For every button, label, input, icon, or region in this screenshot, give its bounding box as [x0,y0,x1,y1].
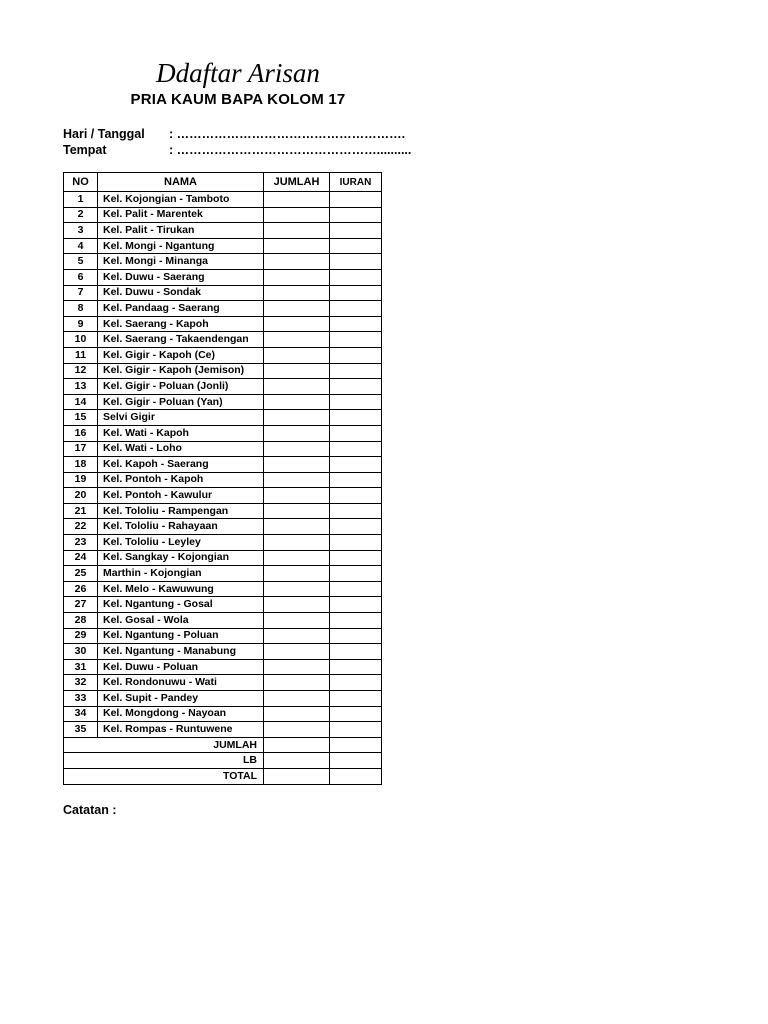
row-name: Kel. Saerang - Takaendengan [98,332,264,348]
row-number: 34 [64,706,98,722]
row-jumlah-cell[interactable] [264,379,330,395]
column-header-jumlah: JUMLAH [264,173,330,192]
row-name: Kel. Tololiu - Leyley [98,535,264,551]
row-name: Kel. Tololiu - Rampengan [98,503,264,519]
row-iuran-cell[interactable] [330,659,382,675]
notes-label: Catatan : [63,803,117,817]
row-iuran-cell[interactable] [330,332,382,348]
row-name: Kel. Rondonuwu - Wati [98,675,264,691]
row-number: 35 [64,722,98,738]
row-jumlah-cell[interactable] [264,597,330,613]
row-iuran-cell[interactable] [330,207,382,223]
row-number: 21 [64,503,98,519]
row-number: 9 [64,316,98,332]
row-number: 13 [64,379,98,395]
row-name: Kel. Mongdong - Nayoan [98,706,264,722]
table-row [64,363,382,379]
row-number: 27 [64,597,98,613]
row-jumlah-cell[interactable] [264,269,330,285]
row-name: Kel. Gosal - Wola [98,613,264,629]
summary-row-total [64,768,382,784]
row-name: Kel. Melo - Kawuwung [98,581,264,597]
row-name: Marthin - Kojongian [98,566,264,582]
place-label: Tempat [63,143,107,157]
table-row [64,519,382,535]
row-number: 11 [64,347,98,363]
row-name: Kel. Supit - Pandey [98,691,264,707]
table-row [64,301,382,317]
row-number: 6 [64,269,98,285]
row-number: 33 [64,691,98,707]
row-iuran-cell[interactable] [330,535,382,551]
row-number: 15 [64,410,98,426]
row-name: Kel. Ngantung - Gosal [98,597,264,613]
row-iuran-cell[interactable] [330,301,382,317]
date-value: : ………………………………………………. [169,127,406,141]
table-row [64,597,382,613]
row-iuran-cell[interactable] [330,644,382,660]
summary-row-jumlah [64,737,382,753]
summary-iuran-cell[interactable] [330,753,382,769]
row-name: Kel. Rompas - Runtuwene [98,722,264,738]
place-value: : ………………………………………….......... [169,143,412,157]
row-name: Kel. Gigir - Poluan (Jonli) [98,379,264,395]
arisan-table [63,172,382,785]
table-row [64,316,382,332]
column-header-iuran: IURAN [330,173,382,192]
table-row [64,628,382,644]
row-iuran-cell[interactable] [330,394,382,410]
table-row [64,566,382,582]
row-name: Kel. Pontoh - Kapoh [98,472,264,488]
row-jumlah-cell[interactable] [264,503,330,519]
row-number: 7 [64,285,98,301]
table-row [64,347,382,363]
row-iuran-cell[interactable] [330,472,382,488]
row-iuran-cell[interactable] [330,285,382,301]
row-number: 8 [64,301,98,317]
row-jumlah-cell[interactable] [264,613,330,629]
row-iuran-cell[interactable] [330,316,382,332]
row-iuran-cell[interactable] [330,363,382,379]
row-jumlah-cell[interactable] [264,535,330,551]
row-number: 30 [64,644,98,660]
row-number: 25 [64,566,98,582]
row-iuran-cell[interactable] [330,691,382,707]
row-number: 22 [64,519,98,535]
table-row [64,269,382,285]
row-jumlah-cell[interactable] [264,581,330,597]
row-name: Kel. Gigir - Kapoh (Ce) [98,347,264,363]
table-row [64,441,382,457]
row-name: Kel. Saerang - Kapoh [98,316,264,332]
row-jumlah-cell[interactable] [264,628,330,644]
row-number: 19 [64,472,98,488]
row-iuran-cell[interactable] [330,550,382,566]
table-row [64,503,382,519]
table-row [64,207,382,223]
row-jumlah-cell[interactable] [264,675,330,691]
table-row [64,488,382,504]
row-iuran-cell[interactable] [330,628,382,644]
row-number: 2 [64,207,98,223]
row-jumlah-cell[interactable] [264,519,330,535]
row-name: Kel. Wati - Loho [98,441,264,457]
row-jumlah-cell[interactable] [264,691,330,707]
table-row [64,223,382,239]
row-iuran-cell[interactable] [330,519,382,535]
row-jumlah-cell[interactable] [264,644,330,660]
table-header-row [64,173,382,192]
row-name: Kel. Palit - Tirukan [98,223,264,239]
table-row [64,613,382,629]
row-number: 26 [64,581,98,597]
row-name: Kel. Mongi - Ngantung [98,238,264,254]
row-number: 24 [64,550,98,566]
row-name: Kel. Gigir - Poluan (Yan) [98,394,264,410]
row-jumlah-cell[interactable] [264,659,330,675]
table-row [64,192,382,208]
table-row [64,550,382,566]
table-row [64,379,382,395]
row-iuran-cell[interactable] [330,441,382,457]
row-jumlah-cell[interactable] [264,472,330,488]
row-name: Kel. Gigir - Kapoh (Jemison) [98,363,264,379]
row-number: 17 [64,441,98,457]
row-number: 1 [64,192,98,208]
row-number: 20 [64,488,98,504]
table-row [64,535,382,551]
row-iuran-cell[interactable] [330,488,382,504]
row-number: 18 [64,457,98,473]
column-header-no: NO [64,173,98,192]
table-row [64,285,382,301]
row-iuran-cell[interactable] [330,269,382,285]
row-iuran-cell[interactable] [330,254,382,270]
row-name: Kel. Sangkay - Kojongian [98,550,264,566]
row-number: 31 [64,659,98,675]
table-row [64,394,382,410]
row-number: 32 [64,675,98,691]
row-number: 3 [64,223,98,239]
document-title: Ddaftar Arisan [156,58,320,88]
row-name: Kel. Duwu - Sondak [98,285,264,301]
summary-iuran-cell[interactable] [330,737,382,753]
table-row [64,691,382,707]
table-row [64,238,382,254]
row-jumlah-cell[interactable] [264,301,330,317]
table-row [64,425,382,441]
table-row [64,254,382,270]
summary-row-lb [64,753,382,769]
row-jumlah-cell[interactable] [264,394,330,410]
table-row [64,457,382,473]
row-jumlah-cell[interactable] [264,410,330,426]
table-row [64,722,382,738]
row-iuran-cell[interactable] [330,425,382,441]
row-iuran-cell[interactable] [330,457,382,473]
summary-jumlah-cell[interactable] [264,768,330,784]
row-jumlah-cell[interactable] [264,238,330,254]
row-jumlah-cell[interactable] [264,363,330,379]
row-jumlah-cell[interactable] [264,706,330,722]
row-iuran-cell[interactable] [330,347,382,363]
table-row [64,644,382,660]
row-number: 4 [64,238,98,254]
row-iuran-cell[interactable] [330,410,382,426]
row-iuran-cell[interactable] [330,706,382,722]
row-jumlah-cell[interactable] [264,192,330,208]
row-number: 29 [64,628,98,644]
column-header-nama: NAMA [98,173,264,192]
row-name: Kel. Duwu - Saerang [98,269,264,285]
table-row [64,659,382,675]
row-iuran-cell[interactable] [330,192,382,208]
summary-label: TOTAL [64,768,264,784]
row-name: Kel. Ngantung - Manabung [98,644,264,660]
summary-label: LB [64,753,264,769]
row-name: Kel. Kapoh - Saerang [98,457,264,473]
row-name: Kel. Mongi - Minanga [98,254,264,270]
row-number: 23 [64,535,98,551]
table-summary [64,737,382,784]
row-iuran-cell[interactable] [330,722,382,738]
row-name: Kel. Tololiu - Rahayaan [98,519,264,535]
row-jumlah-cell[interactable] [264,347,330,363]
row-name: Kel. Pontoh - Kawulur [98,488,264,504]
summary-jumlah-cell[interactable] [264,753,330,769]
row-name: Kel. Palit - Marentek [98,207,264,223]
row-number: 16 [64,425,98,441]
row-iuran-cell[interactable] [330,238,382,254]
row-number: 10 [64,332,98,348]
row-jumlah-cell[interactable] [264,425,330,441]
row-name: Selvi Gigir [98,410,264,426]
row-jumlah-cell[interactable] [264,550,330,566]
row-iuran-cell[interactable] [330,379,382,395]
row-name: Kel. Duwu - Poluan [98,659,264,675]
row-jumlah-cell[interactable] [264,441,330,457]
row-iuran-cell[interactable] [330,675,382,691]
row-iuran-cell[interactable] [330,503,382,519]
row-number: 5 [64,254,98,270]
date-label: Hari / Tanggal [63,127,145,141]
row-iuran-cell[interactable] [330,223,382,239]
row-jumlah-cell[interactable] [264,285,330,301]
row-number: 28 [64,613,98,629]
row-name: Kel. Kojongian - Tamboto [98,192,264,208]
row-jumlah-cell[interactable] [264,722,330,738]
row-jumlah-cell[interactable] [264,223,330,239]
row-jumlah-cell[interactable] [264,254,330,270]
row-jumlah-cell[interactable] [264,207,330,223]
table-row [64,410,382,426]
row-jumlah-cell[interactable] [264,457,330,473]
table-row [64,675,382,691]
row-jumlah-cell[interactable] [264,488,330,504]
row-iuran-cell[interactable] [330,581,382,597]
table-row [64,332,382,348]
row-number: 12 [64,363,98,379]
summary-iuran-cell[interactable] [330,768,382,784]
summary-label: JUMLAH [64,737,264,753]
row-name: Kel. Pandaag - Saerang [98,301,264,317]
row-iuran-cell[interactable] [330,613,382,629]
row-jumlah-cell[interactable] [264,332,330,348]
table-row [64,581,382,597]
row-jumlah-cell[interactable] [264,316,330,332]
row-name: Kel. Ngantung - Poluan [98,628,264,644]
table-row [64,472,382,488]
table-row [64,706,382,722]
table-body [64,192,382,738]
row-iuran-cell[interactable] [330,597,382,613]
row-number: 14 [64,394,98,410]
summary-jumlah-cell[interactable] [264,737,330,753]
row-iuran-cell[interactable] [330,566,382,582]
row-name: Kel. Wati - Kapoh [98,425,264,441]
row-jumlah-cell[interactable] [264,566,330,582]
document-subtitle: PRIA KAUM BAPA KOLOM 17 [130,91,346,108]
